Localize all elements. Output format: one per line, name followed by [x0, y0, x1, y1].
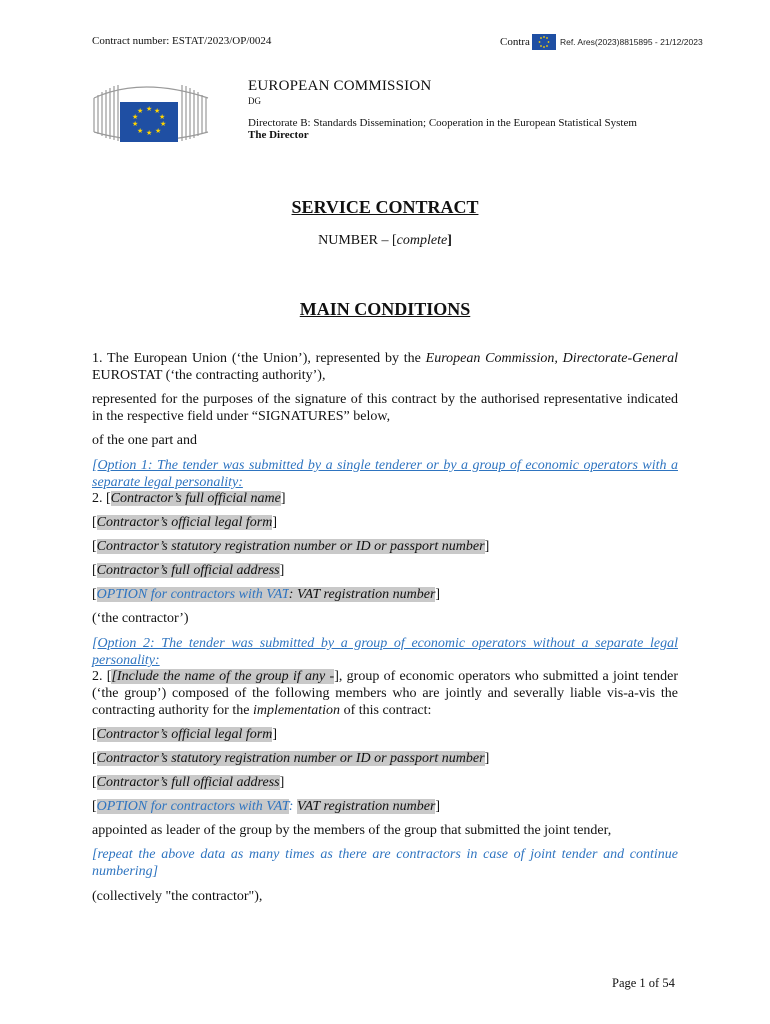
- dg-label: DG: [248, 96, 261, 106]
- page-number: Page 1 of 54: [612, 976, 675, 990]
- main-conditions-heading: MAIN CONDITIONS: [299, 299, 471, 319]
- vat-colon: :: [288, 799, 294, 814]
- address-field: Contractor’s full official address: [96, 563, 280, 578]
- truncated-contract-text: Contra: [500, 36, 530, 48]
- legal-form-line-2: [Contractor’s official legal form]: [92, 727, 277, 742]
- number-suffix: ]: [447, 233, 452, 248]
- svg-text:★: ★: [155, 127, 162, 135]
- vat-option-label: OPTION for contractors with VAT: [96, 799, 289, 814]
- vat-option-label: OPTION for contractors with VAT: [96, 587, 289, 602]
- collectively-line: (collectively "the contractor"),: [92, 889, 263, 904]
- repeat-instruction: [repeat the above data as many times as there are contractors in case of joint tender and continue numbering]: [92, 847, 678, 879]
- address-field: Contractor’s full official address: [96, 775, 280, 790]
- directorate-line: Directorate B: Standards Dissemination; Cooperation in the European Statistical System: [248, 117, 637, 129]
- number-prefix: NUMBER – [: [318, 233, 397, 248]
- o1-prefix: 2. [: [92, 491, 111, 506]
- ares-reference-text: Ref. Ares(2023)8815895 - 21/12/2023: [559, 37, 703, 47]
- european-commission-logo: [92, 76, 212, 146]
- legal-form-field: Contractor’s official legal form: [96, 515, 273, 530]
- svg-text:★: ★: [132, 120, 139, 128]
- reg-number-line-1: [Contractor’s statutory registration number or ID or passport number]: [92, 539, 490, 554]
- svg-text:★: ★: [160, 120, 167, 128]
- p1-italic: European Commission, Directorate-General: [425, 351, 679, 366]
- o2-rest-a: ], group of economic operators who submitted a joint tender (‘the group’) composed of the following members who are jointly and severally liable vis-a-vis the contracting authority for the: [92, 669, 678, 718]
- legal-form-field: Contractor’s official legal form: [96, 727, 273, 742]
- p1-end: EUROSTAT (‘the contracting authority’),: [92, 368, 326, 383]
- reg-number-line-2: [Contractor’s statutory registration number or ID or passport number]: [92, 751, 490, 766]
- vat-line-1: [OPTION for contractors with VAT: VAT registration number]: [92, 587, 441, 602]
- p1-start: 1. The European Union (‘the Union’), represented by the: [92, 351, 426, 366]
- svg-text:★: ★: [154, 107, 161, 115]
- contractor-name-line: 2. [Contractor’s full official name]: [92, 491, 286, 506]
- ares-reference-stamp: [500, 33, 703, 51]
- legal-form-line-1: [Contractor’s official legal form]: [92, 515, 277, 530]
- paragraph-representation: represented for the purposes of the signature of this contract by the authorised representative indicated in the respective field under “SIGNATURES” below,: [92, 392, 678, 424]
- svg-text:★: ★: [159, 113, 166, 121]
- vat-number-field: VAT registration number: [296, 799, 436, 814]
- vat-line-2: [OPTION for contractors with VAT: VAT registration number]: [92, 799, 441, 814]
- paragraph-parties: [92, 350, 678, 384]
- document-title: SERVICE CONTRACT: [291, 197, 479, 217]
- svg-text:★: ★: [146, 129, 153, 137]
- address-line-1: [Contractor’s full official address]: [92, 563, 285, 578]
- contractor-name-field: Contractor’s full official name: [110, 491, 281, 506]
- vat-number-field: : VAT registration number: [288, 587, 436, 602]
- number-placeholder: complete: [396, 233, 448, 248]
- the-contractor-line: (‘the contractor’): [92, 611, 189, 626]
- o2-rest-b: of this contract:: [340, 703, 432, 718]
- director-line: The Director: [248, 129, 309, 141]
- reg-number-field: Contractor’s statutory registration number or ID or passport number: [96, 751, 485, 766]
- contract-number-header: Contract number: ESTAT/2023/OP/0024: [92, 35, 272, 47]
- group-name-field: [Include the name of the group if any -: [111, 669, 335, 684]
- contract-number-line: [0, 233, 770, 249]
- address-line-2: [Contractor’s full official address]: [92, 775, 285, 790]
- eu-flag-icon: [532, 34, 556, 50]
- reg-number-field: Contractor’s statutory registration number or ID or passport number: [96, 539, 485, 554]
- option-1-note: [Option 1: The tender was submitted by a single tenderer or by a group of economic operators with a separate legal personality:: [92, 458, 678, 490]
- organisation-name: EUROPEAN COMMISSION: [248, 78, 432, 94]
- svg-text:★: ★: [137, 127, 144, 135]
- group-paragraph: [92, 668, 678, 719]
- paragraph-one-part: of the one part and: [92, 433, 197, 448]
- svg-text:★: ★: [132, 113, 139, 121]
- svg-text:★: ★: [146, 105, 153, 113]
- o2-impl: implementation: [252, 703, 341, 718]
- o2-prefix: 2. [: [92, 669, 112, 684]
- svg-text:★: ★: [137, 107, 144, 115]
- appointed-line: appointed as leader of the group by the members of the group that submitted the joint tender,: [92, 823, 612, 838]
- option-2-note: [Option 2: The tender was submitted by a group of economic operators without a separate legal personality:: [92, 636, 678, 668]
